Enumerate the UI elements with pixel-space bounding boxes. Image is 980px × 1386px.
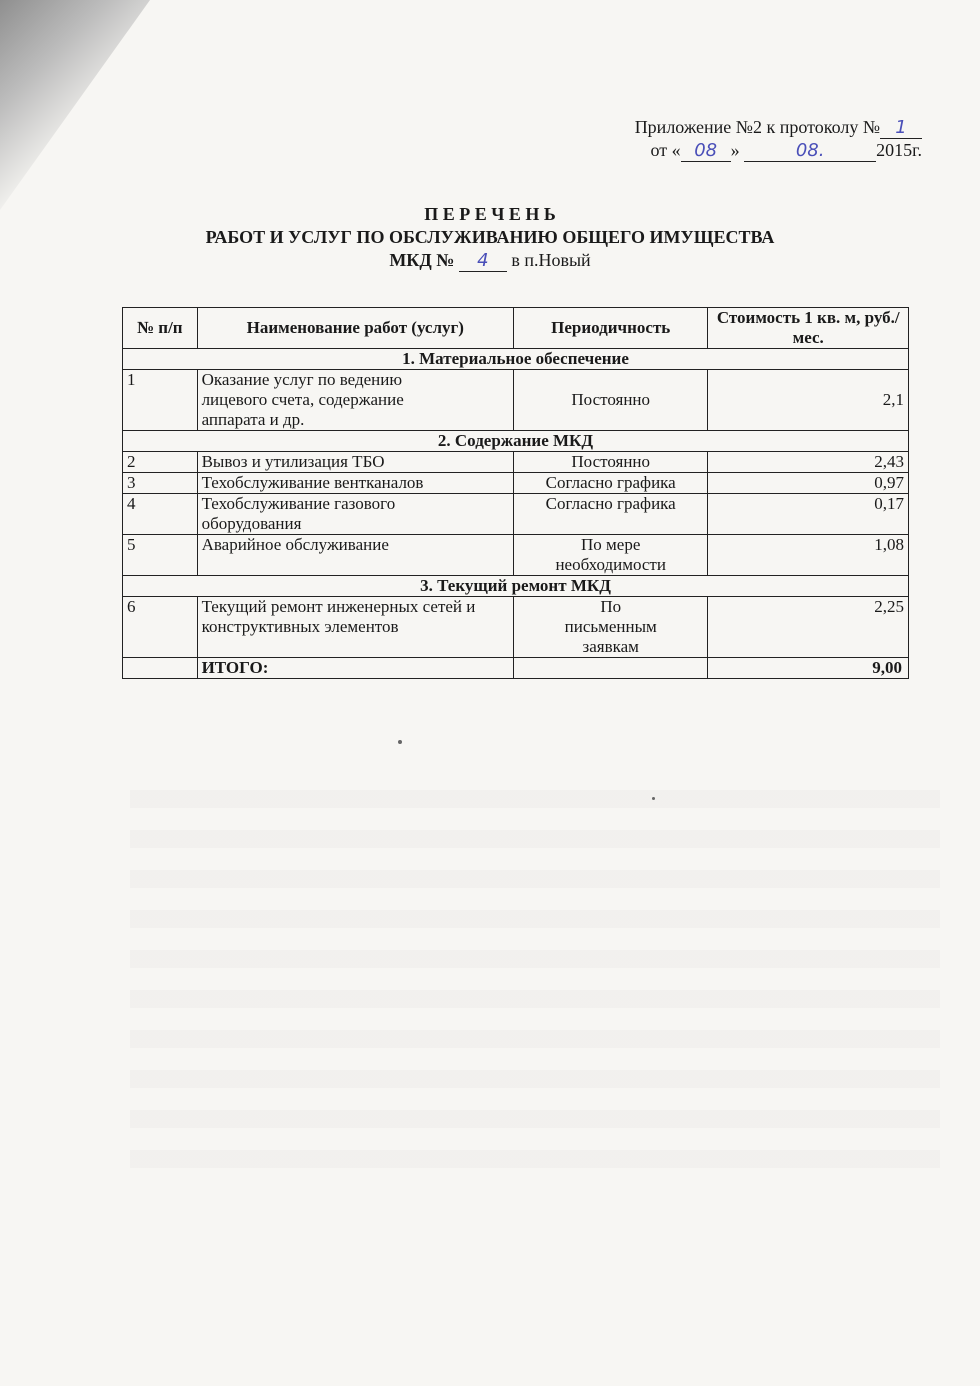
header-period: Периодичность bbox=[513, 308, 707, 349]
row-name: Техобслуживание вентканалов bbox=[197, 473, 513, 494]
mkd-number-handwritten: 4 bbox=[459, 251, 507, 272]
row-cost: 1,08 bbox=[708, 535, 909, 576]
table-row bbox=[123, 597, 909, 658]
row-period: По мере необходимости bbox=[513, 535, 707, 576]
page-corner-shadow bbox=[0, 0, 150, 210]
row-cost: 0,17 bbox=[708, 494, 909, 535]
table-row bbox=[123, 473, 909, 494]
total-empty-cell bbox=[123, 658, 198, 679]
row-name: Техобслуживание газового оборудования bbox=[197, 494, 513, 535]
section-title: 3. Текущий ремонт МКД bbox=[123, 576, 909, 597]
date-day-handwritten: 08 bbox=[681, 141, 731, 162]
speck bbox=[398, 740, 402, 744]
row-cost: 2,1 bbox=[708, 370, 909, 431]
row-period: Постоянно bbox=[513, 452, 707, 473]
section-title: 2. Содержание МКД bbox=[123, 431, 909, 452]
row-period: Постоянно bbox=[513, 370, 707, 431]
section-row bbox=[123, 431, 909, 452]
row-period: Согласно графика bbox=[513, 473, 707, 494]
total-row bbox=[123, 658, 909, 679]
row-cost: 0,97 bbox=[708, 473, 909, 494]
speck bbox=[652, 797, 655, 800]
total-value: 9,00 bbox=[708, 658, 909, 679]
date-year: 2015г. bbox=[876, 140, 922, 160]
mkd-prefix: МКД № bbox=[389, 250, 455, 270]
appendix-note bbox=[622, 116, 922, 162]
header-cost: Стоимость 1 кв. м, руб./мес. bbox=[708, 308, 909, 349]
row-name: Вывоз и утилизация ТБО bbox=[197, 452, 513, 473]
table-row bbox=[123, 494, 909, 535]
row-num: 4 bbox=[123, 494, 198, 535]
title-line1: П Е Р Е Ч Е Н Ь bbox=[424, 204, 556, 224]
table-row bbox=[123, 370, 909, 431]
row-num: 2 bbox=[123, 452, 198, 473]
section-title: 1. Материальное обеспечение bbox=[123, 349, 909, 370]
bleed-through-background bbox=[130, 790, 940, 1170]
row-num: 6 bbox=[123, 597, 198, 658]
appendix-prefix: Приложение №2 к протоколу № bbox=[634, 117, 880, 137]
header-name: Наименование работ (услуг) bbox=[197, 308, 513, 349]
row-num: 1 bbox=[123, 370, 198, 431]
table-row bbox=[123, 452, 909, 473]
total-empty-cell bbox=[513, 658, 707, 679]
date-month-handwritten: 08. bbox=[744, 141, 876, 162]
document-title bbox=[0, 203, 980, 272]
row-cost: 2,43 bbox=[708, 452, 909, 473]
row-period: По письменным заявкам bbox=[513, 597, 707, 658]
date-prefix: от « bbox=[650, 140, 681, 160]
mkd-suffix: в п.Новый bbox=[511, 250, 591, 270]
row-name: Текущий ремонт инженерных сетей и конструктивных элементов bbox=[197, 597, 513, 658]
row-num: 3 bbox=[123, 473, 198, 494]
section-row bbox=[123, 349, 909, 370]
works-table bbox=[122, 307, 909, 679]
row-name: Оказание услуг по ведению лицевого счета, содержание аппарата и др. bbox=[197, 370, 513, 431]
section-row bbox=[123, 576, 909, 597]
header-num: № п/п bbox=[123, 308, 198, 349]
table-header-row bbox=[123, 308, 909, 349]
title-line2: РАБОТ И УСЛУГ ПО ОБСЛУЖИВАНИЮ ОБЩЕГО ИМУЩЕСТВА bbox=[205, 227, 775, 247]
date-sep: » bbox=[730, 140, 740, 160]
total-label: ИТОГО: bbox=[197, 658, 513, 679]
row-period: Согласно графика bbox=[513, 494, 707, 535]
protocol-number-handwritten: 1 bbox=[880, 118, 922, 139]
date-line bbox=[622, 139, 922, 162]
table-row bbox=[123, 535, 909, 576]
row-cost: 2,25 bbox=[708, 597, 909, 658]
mkd-line bbox=[0, 249, 980, 272]
appendix-line bbox=[622, 116, 922, 139]
row-num: 5 bbox=[123, 535, 198, 576]
row-name: Аварийное обслуживание bbox=[197, 535, 513, 576]
